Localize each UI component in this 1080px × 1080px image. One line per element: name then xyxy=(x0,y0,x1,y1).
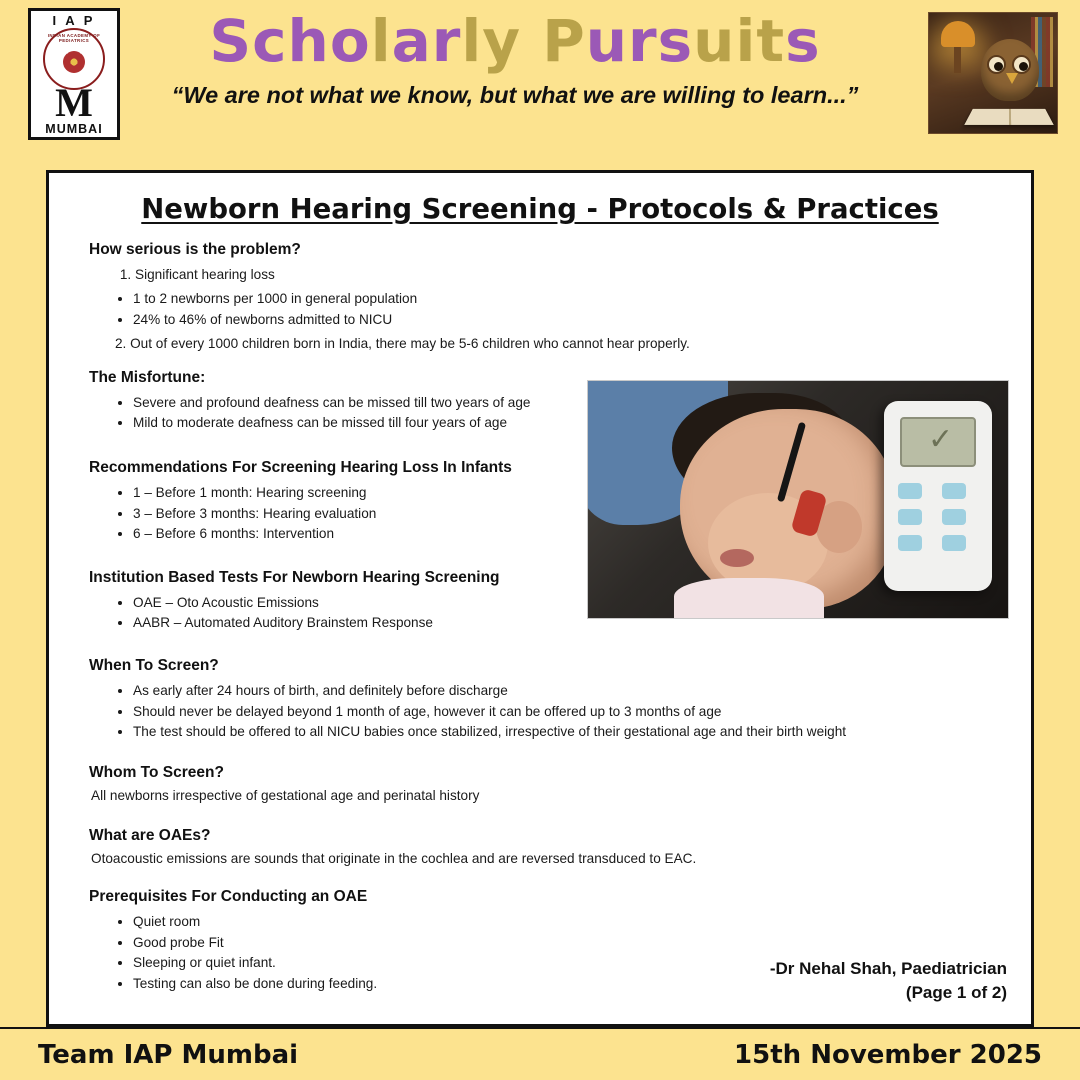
problem-point-2: 2. Out of every 1000 children born in India, there may be 5-6 children who cannot hear properly. xyxy=(115,336,690,352)
logo-monogram: M xyxy=(55,80,93,125)
photo-device-key-decor xyxy=(898,483,922,499)
list-item: • Quiet room xyxy=(133,912,1009,932)
photo-infant-mouth-decor xyxy=(720,549,754,567)
photo-infant-clothing-decor xyxy=(674,578,824,619)
list-item: • Good probe Fit xyxy=(133,933,1009,953)
footer-date-label: 15th November 2025 xyxy=(734,1039,1042,1070)
owl-left-eye-decor xyxy=(987,55,1006,74)
section-heading-prerequisites: Prerequisites For Conducting an OAE xyxy=(89,888,368,906)
list-item: • Severe and profound deafness can be missed till two years of age xyxy=(133,393,1009,413)
section-heading-problem: How serious is the problem? xyxy=(89,241,301,258)
masthead-seg-4: ly P xyxy=(461,7,586,75)
page-number-label: (Page 1 of 2) xyxy=(905,983,1007,1003)
masthead-seg-7: s xyxy=(785,7,821,75)
page-header xyxy=(0,0,1080,152)
list-item: • 3 – Before 3 months: Hearing evaluation xyxy=(133,504,1009,524)
when-to-screen-list xyxy=(71,681,1009,742)
problem-list xyxy=(71,265,1009,285)
masthead-block xyxy=(135,7,895,109)
whom-to-screen-text: All newborns irrespective of gestational age and perinatal history xyxy=(91,788,480,804)
owl-left-pupil-decor xyxy=(994,62,1003,71)
footer-team-label: Team IAP Mumbai xyxy=(38,1039,299,1070)
flower-icon xyxy=(63,51,85,73)
author-signature xyxy=(770,957,1007,1006)
iap-mumbai-logo xyxy=(28,8,120,140)
photo-device-key-decor xyxy=(942,509,966,525)
photo-device-key-decor xyxy=(898,509,922,525)
photo-device-screen-decor xyxy=(900,417,976,467)
section-heading-whom-to-screen: Whom To Screen? xyxy=(89,764,224,782)
logo-emblem-icon xyxy=(43,28,105,90)
list-item: • AABR – Automated Auditory Brainstem Response xyxy=(133,613,1009,633)
list-item: 1. Significant hearing loss xyxy=(135,265,1009,285)
lamp-icon xyxy=(941,21,975,47)
checkmark-icon: ✓ xyxy=(928,423,954,456)
section-heading-what-are-oaes: What are OAEs? xyxy=(89,827,211,845)
masthead-seg-1: Scho xyxy=(209,7,371,75)
article-card xyxy=(46,170,1034,1027)
owl-right-pupil-decor xyxy=(1019,62,1028,71)
photo-screening-device-decor xyxy=(884,401,992,591)
list-item: • Should never be delayed beyond 1 month of age, however it can be offered up to 3 months of age xyxy=(133,702,1009,722)
list-item: • Sleeping or quiet infant. xyxy=(133,953,1009,973)
list-item: • Testing can also be done during feeding. xyxy=(133,974,1009,994)
masthead-seg-3: ar xyxy=(391,7,462,75)
masthead-seg-6: uit xyxy=(693,7,786,75)
page-title: Newborn Hearing Screening - Protocols & Practices xyxy=(141,193,939,225)
photo-device-key-decor xyxy=(942,535,966,551)
masthead-seg-5: urs xyxy=(585,7,694,75)
photo-device-key-decor xyxy=(898,535,922,551)
owl-right-eye-decor xyxy=(1012,55,1031,74)
owl-icon xyxy=(928,12,1058,134)
lamp-base-decor xyxy=(954,47,961,73)
list-item: • 6 – Before 6 months: Intervention xyxy=(133,524,1009,544)
list-item: • 24% to 46% of newborns admitted to NICU xyxy=(133,310,1009,330)
section-heading-tests: Institution Based Tests For Newborn Hearing Screening xyxy=(89,568,500,586)
list-item: • OAE – Oto Acoustic Emissions xyxy=(133,593,1009,613)
photo-device-key-decor xyxy=(942,483,966,499)
masthead-seg-2: l xyxy=(370,7,392,75)
list-item: • 1 – Before 1 month: Hearing screening xyxy=(133,483,1009,503)
logo-bottom-text: MUMBAI xyxy=(45,121,103,136)
section-heading-when-to-screen: When To Screen? xyxy=(89,657,219,675)
owl-beak-decor xyxy=(1006,73,1018,84)
list-item: • 1 to 2 newborns per 1000 in general population xyxy=(133,289,1009,309)
list-item: • As early after 24 hours of birth, and definitely before discharge xyxy=(133,681,1009,701)
list-item: • Mild to moderate deafness can be missed till four years of age xyxy=(133,413,1009,433)
section-heading-misfortune: The Misfortune: xyxy=(89,368,206,386)
problem-sub-list xyxy=(71,289,1009,330)
logo-top-text: I A P xyxy=(52,13,96,28)
open-book-icon xyxy=(964,109,1053,125)
what-are-oaes-text: Otoacoustic emissions are sounds that originate in the cochlea and are reversed transduced to EAC. xyxy=(91,851,697,867)
owl-body-decor xyxy=(981,39,1039,101)
masthead-tagline: “We are not what we know, but what we are willing to learn...” xyxy=(171,81,859,108)
page-footer xyxy=(0,1027,1080,1080)
section-heading-recommendations: Recommendations For Screening Hearing Loss In Infants xyxy=(89,459,512,477)
newborn-hearing-screening-photo xyxy=(587,380,1009,619)
author-name: -Dr Nehal Shah, Paediatrician xyxy=(769,958,1007,978)
logo-ring-text: INDIAN ACADEMY OF PEDIATRICS xyxy=(47,32,101,43)
masthead-title xyxy=(135,7,895,75)
list-item: • The test should be offered to all NICU babies once stabilized, irrespective of their gestational age and their birth weight xyxy=(133,722,1009,742)
